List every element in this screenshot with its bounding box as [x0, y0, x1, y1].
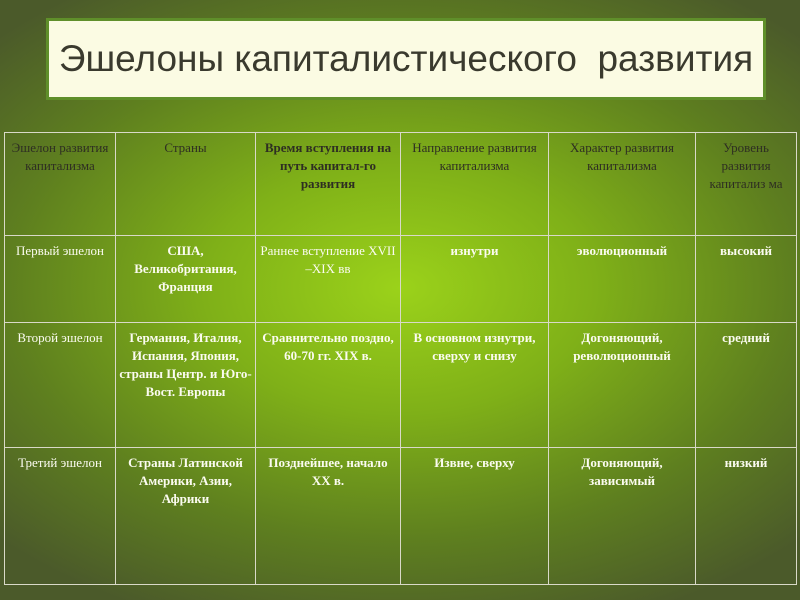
cell-direction: Извне, сверху [401, 448, 549, 585]
cell-time: Сравнительно поздно, 60-70 гг. XIX в. [256, 323, 401, 448]
cell-countries: Германия, Италия, Испания, Япония, страны Центр. и Юго-Вост. Европы [116, 323, 256, 448]
header-echelon: Эшелон развития капитализма [5, 133, 116, 236]
table-row [5, 236, 797, 323]
cell-time: Раннее вступление XVII –XIX вв [256, 236, 401, 323]
table-row [5, 448, 797, 585]
title-box [46, 18, 766, 100]
header-level: Уровень развития капитализ ма [696, 133, 797, 236]
cell-character: Догоняющий, зависимый [549, 448, 696, 585]
slide-title: Эшелоны капиталистического развития [58, 38, 754, 79]
cell-countries: Страны Латинской Америки, Азии, Африки [116, 448, 256, 585]
table-row [5, 323, 797, 448]
cell-level: средний [696, 323, 797, 448]
header-time: Время вступления на путь капитал-го развития [256, 133, 401, 236]
table-header-row [5, 133, 797, 236]
cell-level: высокий [696, 236, 797, 323]
cell-echelon: Первый эшелон [5, 236, 116, 323]
cell-countries: США, Великобритания, Франция [116, 236, 256, 323]
cell-character: Догоняющий, революционный [549, 323, 696, 448]
cell-character: эволюционный [549, 236, 696, 323]
cell-echelon: Второй эшелон [5, 323, 116, 448]
cell-time: Позднейшее, начало XX в. [256, 448, 401, 585]
echelons-table [4, 132, 797, 585]
cell-echelon: Третий эшелон [5, 448, 116, 585]
header-character: Характер развития капитализма [549, 133, 696, 236]
cell-direction: В основном изнутри, сверху и снизу [401, 323, 549, 448]
cell-direction: изнутри [401, 236, 549, 323]
header-countries: Страны [116, 133, 256, 236]
cell-level: низкий [696, 448, 797, 585]
header-direction: Направление развития капитализма [401, 133, 549, 236]
